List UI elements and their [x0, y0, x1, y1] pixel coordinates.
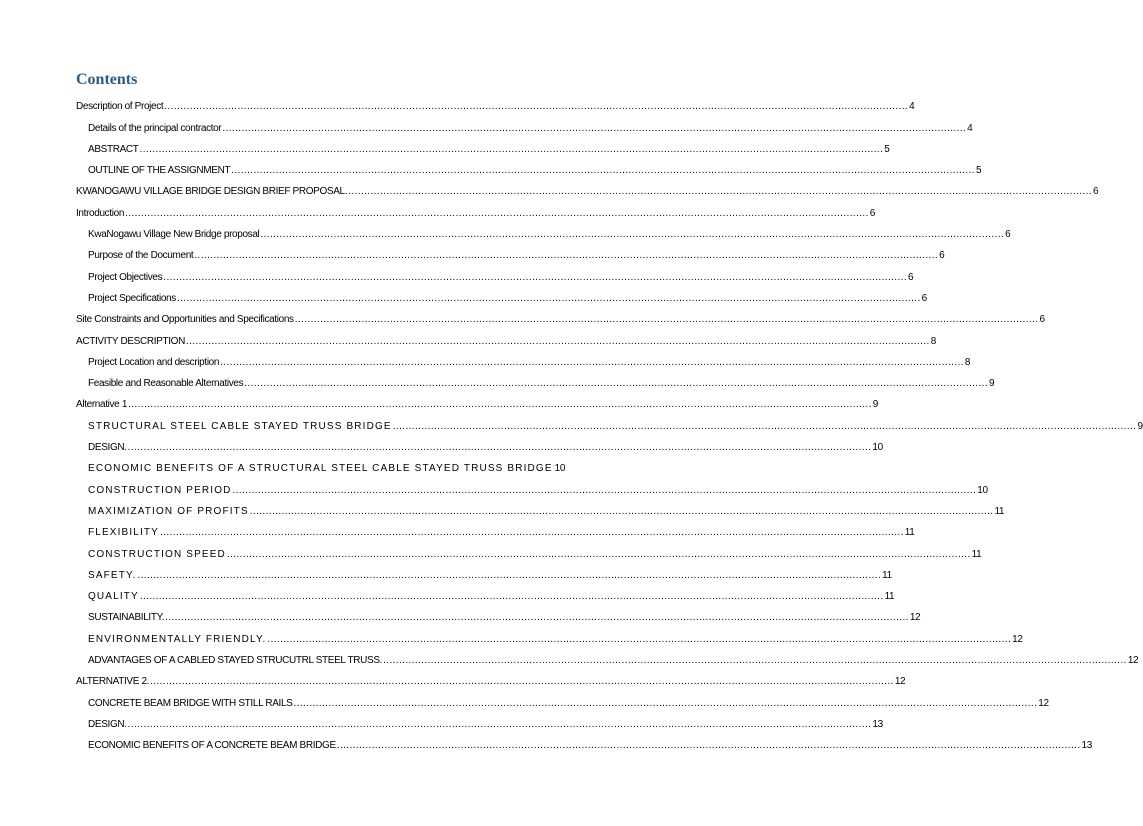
- toc-dot-leader: [383, 655, 1127, 667]
- toc-dot-leader: [137, 570, 881, 582]
- toc-entry-title: QUALITY: [88, 591, 139, 603]
- toc-dot-leader: [233, 485, 977, 497]
- toc-dot-leader: [260, 229, 1004, 241]
- toc-entry-title: ECONOMIC BENEFITS OF A STRUCTURAL STEEL CABLE STAYED TRUSS BRIDGE: [88, 463, 553, 475]
- toc-entry[interactable]: [76, 241, 945, 262]
- toc-entry[interactable]: [76, 497, 1005, 518]
- toc-dot-leader: [393, 421, 1137, 433]
- toc-entry-title: ECONOMIC BENEFITS OF A CONCRETE BEAM BRIDGE: [88, 740, 336, 752]
- toc-entry[interactable]: [76, 561, 892, 582]
- toc-dot-leader: [164, 101, 908, 113]
- toc-entry-page-number: 5: [975, 165, 982, 177]
- toc-entry-page-number: 5: [884, 143, 890, 155]
- toc-dot-leader: [348, 186, 1092, 198]
- toc-dot-leader: [128, 442, 872, 454]
- toc-heading: Contents: [76, 71, 138, 88]
- toc-entry[interactable]: [76, 667, 906, 688]
- toc-entry-title: Site Constraints and Opportunities and Specifications: [76, 314, 294, 326]
- toc-entry-page-number: 6: [869, 207, 876, 219]
- toc-entry-title: STRUCTURAL STEEL CABLE STAYED TRUSS BRIDGE: [88, 420, 392, 432]
- toc-dot-leader: [250, 506, 994, 518]
- toc-entry-page-number: 6: [908, 271, 914, 283]
- toc-dot-leader: [165, 612, 909, 624]
- toc-entry-title: ALTERNATIVE 2.: [76, 676, 150, 688]
- toc-dot-leader: [294, 698, 1038, 710]
- toc-entry-page-number: 12: [1012, 633, 1023, 645]
- toc-entry-page-number: 6: [1092, 186, 1099, 198]
- toc-dot-leader: [128, 719, 872, 731]
- toc-dot-leader: [177, 293, 921, 305]
- toc-entry-page-number: 4: [909, 101, 915, 113]
- toc-entry[interactable]: [76, 475, 988, 496]
- toc-entry-page-number: 11: [882, 569, 892, 581]
- toc-entry[interactable]: [76, 539, 982, 560]
- toc-entry-title: Project Location and description: [88, 356, 220, 368]
- toc-entry-page-number: 9: [1137, 420, 1143, 432]
- toc-entry-page-number: 12: [894, 676, 906, 688]
- toc-dot-leader: [267, 634, 1011, 646]
- toc-dot-leader: [163, 272, 907, 284]
- toc-entry[interactable]: [76, 326, 936, 347]
- table-of-contents: [76, 92, 1143, 752]
- toc-entry[interactable]: [76, 113, 973, 134]
- toc-entry-page-number: 8: [930, 335, 936, 347]
- toc-dot-leader: [186, 336, 930, 348]
- toc-dot-leader: [295, 314, 1039, 326]
- toc-entry[interactable]: [76, 710, 883, 731]
- toc-dot-leader: [194, 250, 938, 262]
- toc-entry[interactable]: [76, 177, 1099, 198]
- toc-entry-title: Details of the principal contractor: [88, 122, 222, 134]
- toc-entry-page-number: 12: [1127, 655, 1139, 667]
- toc-dot-leader: [227, 549, 971, 561]
- toc-dot-leader: [222, 123, 966, 135]
- toc-dot-leader: [140, 591, 884, 603]
- toc-entry-title: Feasible and Reasonable Alternatives: [88, 378, 244, 390]
- toc-entry[interactable]: [76, 433, 883, 454]
- toc-entry-title: DESIGN.: [88, 718, 127, 730]
- toc-entry[interactable]: [76, 156, 982, 177]
- toc-dot-leader: [140, 144, 884, 156]
- toc-entry-page-number: 10: [554, 463, 566, 475]
- toc-entry-page-number: 6: [921, 292, 927, 304]
- toc-dot-leader: [125, 208, 869, 220]
- toc-entry-title: Alternative 1: [76, 399, 128, 411]
- toc-entry-page-number: 6: [1039, 314, 1045, 326]
- toc-entry[interactable]: [76, 454, 566, 475]
- toc-entry[interactable]: [76, 688, 1049, 709]
- toc-entry-page-number: 10: [977, 484, 988, 496]
- toc-entry-page-number: 11: [904, 527, 915, 539]
- toc-entry-title: SAFETY.: [88, 569, 137, 581]
- toc-entry[interactable]: [76, 348, 971, 369]
- toc-entry-page-number: 6: [1005, 229, 1011, 241]
- toc-entry-title: KWANOGAWU VILLAGE BRIDGE DESIGN BRIEF PROPOSAL.: [76, 186, 348, 198]
- toc-entry-title: CONSTRUCTION SPEED: [88, 548, 226, 560]
- toc-entry-page-number: 4: [967, 122, 973, 134]
- toc-entry[interactable]: [76, 582, 895, 603]
- toc-entry-title: ABSTRACT: [88, 143, 139, 155]
- toc-entry[interactable]: [76, 411, 1143, 432]
- toc-dot-leader: [220, 357, 964, 369]
- toc-entry[interactable]: [76, 220, 1011, 241]
- toc-entry-title: Project Specifications: [88, 292, 176, 304]
- toc-entry-title: Purpose of the Document: [88, 250, 194, 262]
- toc-entry-title: Introduction: [76, 207, 125, 219]
- toc-entry[interactable]: [76, 305, 1045, 326]
- toc-entry-title: FLEXIBILITY: [88, 527, 160, 539]
- toc-entry-page-number: 12: [909, 612, 921, 624]
- toc-entry-title: Project Objectives: [88, 271, 163, 283]
- toc-entry-page-number: 10: [872, 442, 883, 454]
- toc-entry-title: ACTIVITY DESCRIPTION: [76, 335, 185, 347]
- toc-entry[interactable]: [76, 518, 915, 539]
- toc-dot-leader: [231, 165, 975, 177]
- toc-entry[interactable]: [76, 262, 914, 283]
- toc-entry-title: ENVIRONMENTALLY FRIENDLY.: [88, 633, 267, 645]
- toc-entry[interactable]: [76, 624, 1023, 645]
- toc-entry-title: SUSTAINABILITY.: [88, 612, 165, 624]
- toc-dot-leader: [128, 399, 872, 411]
- toc-entry-page-number: 11: [994, 505, 1005, 517]
- toc-entry-title: Description of Project: [76, 101, 164, 113]
- toc-entry[interactable]: [76, 198, 876, 219]
- toc-entry-title: ADVANTAGES OF A CABLED STAYED STRUCUTRL STEEL TRUSS.: [88, 655, 383, 667]
- toc-entry[interactable]: [76, 603, 921, 624]
- toc-entry-page-number: 11: [884, 591, 895, 603]
- toc-entry-page-number: 13: [872, 718, 883, 730]
- toc-entry-page-number: 13: [1081, 740, 1092, 752]
- toc-dot-leader: [150, 676, 894, 688]
- toc-dot-leader: [244, 378, 988, 390]
- toc-entry-page-number: 9: [872, 399, 878, 411]
- toc-entry-title: MAXIMIZATION OF PROFITS: [88, 505, 249, 517]
- toc-dot-leader: [160, 527, 904, 539]
- toc-entry[interactable]: [76, 135, 890, 156]
- toc-dot-leader: [337, 740, 1081, 752]
- toc-entry-page-number: 12: [1038, 697, 1049, 709]
- toc-entry-page-number: 6: [939, 250, 945, 262]
- toc-entry[interactable]: [76, 369, 995, 390]
- toc-entry[interactable]: [76, 92, 915, 113]
- toc-entry-title: CONCRETE BEAM BRIDGE WITH STILL RAILS: [88, 697, 293, 709]
- toc-entry-title: KwaNogawu Village New Bridge proposal: [88, 229, 260, 241]
- toc-entry[interactable]: [76, 731, 1092, 752]
- toc-entry[interactable]: [76, 284, 927, 305]
- toc-entry-page-number: 11: [971, 548, 982, 560]
- toc-entry-page-number: 8: [964, 356, 971, 368]
- toc-entry-title: CONSTRUCTION PERIOD: [88, 484, 232, 496]
- toc-entry[interactable]: [76, 390, 878, 411]
- toc-entry-page-number: 9: [989, 378, 995, 390]
- toc-entry-title: OUTLINE OF THE ASSIGNMENT: [88, 165, 231, 177]
- toc-entry[interactable]: [76, 646, 1139, 667]
- toc-entry-title: DESIGN.: [88, 442, 127, 454]
